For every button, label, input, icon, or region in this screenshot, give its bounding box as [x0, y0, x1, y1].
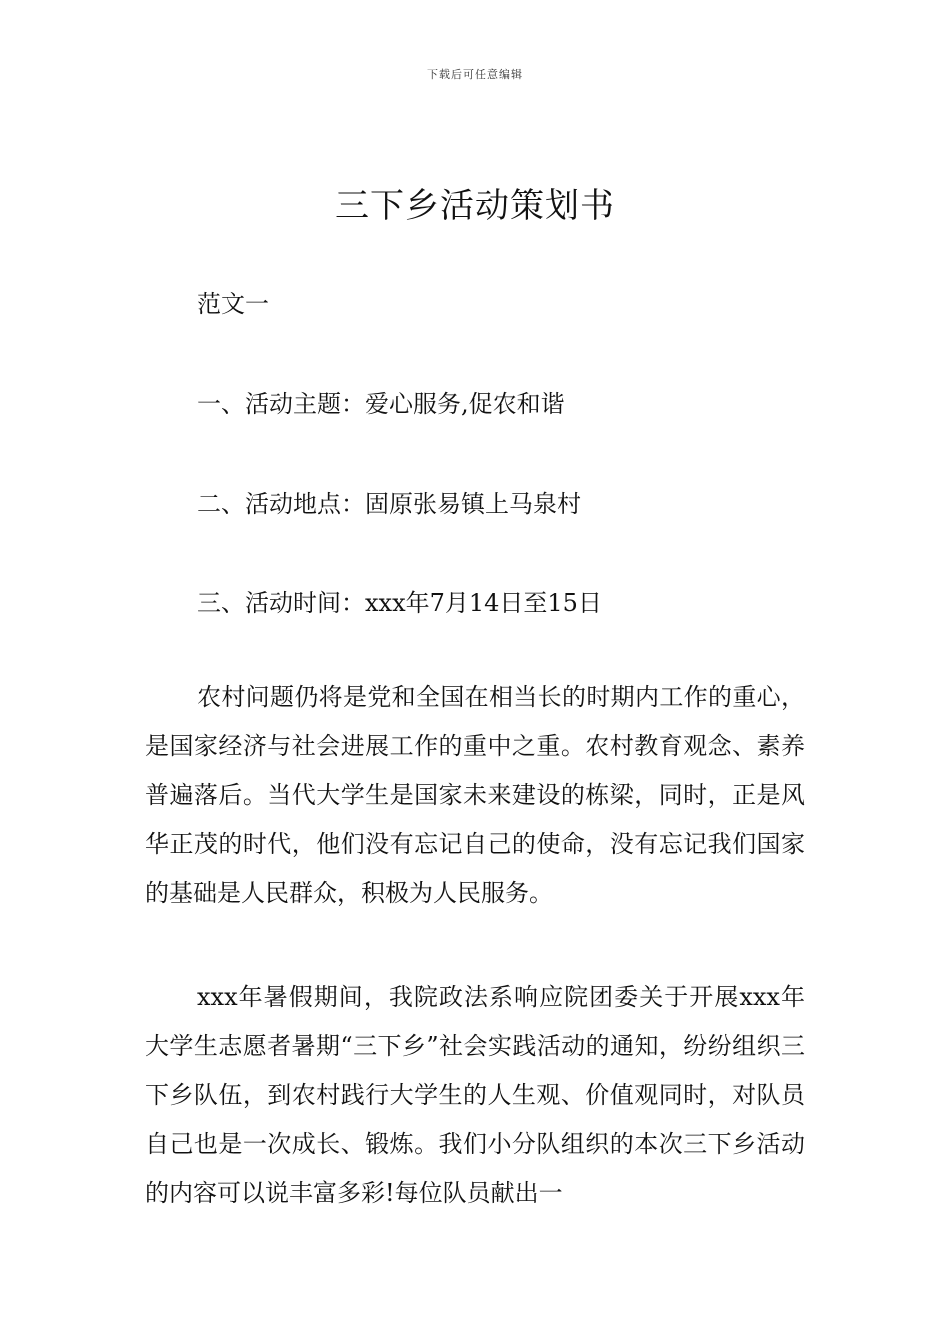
header-note: 下载后可任意编辑	[427, 68, 523, 81]
item-time: 三、活动时间：xxx年7月14日至15日	[197, 589, 602, 617]
document-title: 三下乡活动策划书	[335, 186, 615, 226]
sample-label: 范文一	[197, 290, 269, 318]
item-location: 二、活动地点：固原张易镇上马泉村	[197, 490, 581, 518]
body-paragraph-1: 农村问题仍将是党和全国在相当长的时期内工作的重心，是国家经济与社会进展工作的重中之重。农村教育观念、素养普遍落后。当代大学生是国家未来建设的栋梁，同时，正是风华正茂的时代，他们没有忘记自己的使命，没有忘记我们国家的基础是人民群众，积极为人民服务。	[145, 683, 805, 907]
body-paragraph-2: xxx年暑假期间，我院政法系响应院团委关于开展xxx年大学生志愿者暑期“三下乡”社会实践活动的通知，纷纷组织三下乡队伍，到农村践行大学生的人生观、价值观同时，对队员自己也是一次成长、锻炼。我们小分队组织的本次三下乡活动的内容可以说丰富多彩!每位队员献出一	[145, 983, 805, 1207]
item-theme: 一、活动主题：爱心服务,促农和谐	[197, 390, 565, 418]
